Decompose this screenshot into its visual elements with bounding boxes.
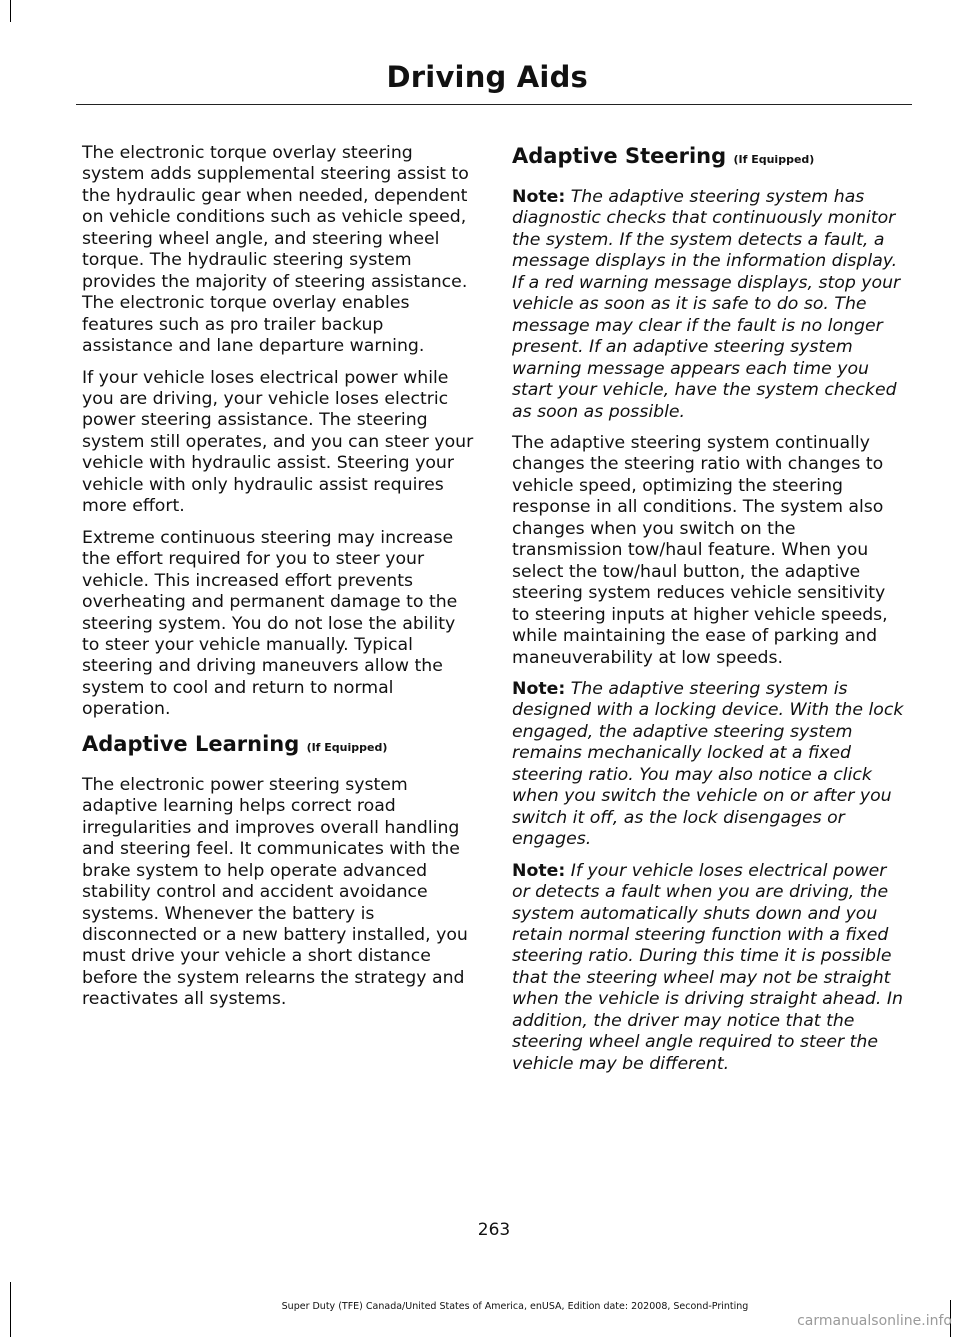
header-rule [76,104,912,105]
crop-mark-top-left [10,0,11,22]
heading-adaptive-learning-text: Adaptive Learning [82,731,300,756]
note-text: If your vehicle loses electrical power or detects a fault when you are driving, the system automatically shuts down and you retain normal steering function with a fixed steering ratio. During this time it is possible that the steering wheel may not be straight when the vehicle is driving straight ahead. In addition, the driver may notice that the steering wheel angle required to steer the vehicle may be different. [512,860,903,1074]
heading-adaptive-learning [82,731,476,761]
note-label: Note: [512,860,566,881]
watermark[interactable]: carmanualsonline.info [797,1313,952,1329]
left-column [82,143,476,1021]
heading-adaptive-steering-text: Adaptive Steering [512,144,727,168]
paragraph-electronic-torque-overlay: The electronic torque overlay steering system adds supplemental steering assist to the hydraulic gear when needed, dependent on vehicle conditions such as vehicle speed, steering wheel angle, and steering wheel torque. The hydraulic steering system provides the majority of steering assistance. The electronic torque overlay enables features such as pro trailer backup assistance and lane departure warning. [82,143,469,357]
note-diagnostic-checks [512,187,908,423]
paragraph-electrical-power-loss: If your vehicle loses electrical power while you are driving, your vehicle loses electric power steering assistance. The steering system still operates, and you can steer your vehicle with hydraulic assist. Steering your vehicle with only hydraulic assist requires more effort. [82,367,474,517]
note-text: The adaptive steering system has diagnostic checks that continuously monitor the system. If the system detects a fault, a message displays in the information display. If a red warning message displays, stop your vehicle as soon as it is safe to do so. The message may clear if the fault is no longer present. If an adaptive steering system warning message appears each time you start your vehicle, have the system checked as soon as possible. [512,187,901,422]
right-column [512,143,908,1085]
paragraph-adaptive-learning: The electronic power steering system adaptive learning helps correct road irregularities and improves overall handling and steering feel. It communicates with the brake system to help operate advanced stability control and accident avoidance systems. Whenever the battery is disconnected or a new battery installed, you must drive your vehicle a short distance before the system relearns the strategy and reactivates all systems. [82,774,468,1010]
heading-adaptive-steering [512,143,908,173]
note-power-loss [512,861,908,1076]
note-label: Note: [512,678,566,699]
paragraph-extreme-steering: Extreme continuous steering may increase the effort required for you to steer your vehicle. This increased effort prevents overheating and permanent damage to the steering system. You do not lose the ability to steer your vehicle manually. Typical steering and driving maneuvers allow the system to cool and return to normal operation. [82,527,458,720]
note-locking-device [512,679,908,851]
paragraph-adaptive-steering: The adaptive steering system continually changes the steering ratio with changes to vehicle speed, optimizing the steering response in all conditions. The system also changes when you switch on the transmission tow/haul feature. When you select the tow/haul button, the adaptive steering system reduces vehicle sensitivity to steering inputs at higher vehicle speeds, while maintaining the ease of parking and maneuverability at low speeds. [512,432,888,668]
note-text: The adaptive steering system is designed with a locking device. With the lock engaged, the adaptive steering system remains mechanically locked at a fixed steering ratio. You may also notice a click when you switch the vehicle on or after you switch it off, as the lock disengages or engages. [512,678,904,850]
heading-qualifier: (If Equipped) [733,153,815,166]
edition-footer: Super Duty (TFE) Canada/United States of America, enUSA, Edition date: 202008, Second-Printing [281,1301,749,1312]
heading-qualifier: (If Equipped) [306,740,388,754]
page-number: 263 [477,1220,511,1240]
page-title: Driving Aids [386,60,588,94]
note-label: Note: [512,187,566,207]
